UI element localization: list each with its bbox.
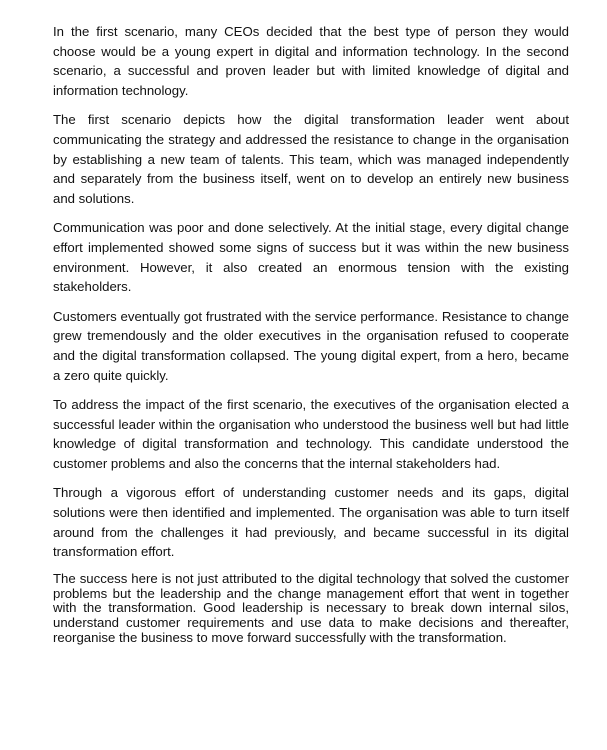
document-body: [53, 22, 569, 656]
paragraph-2: The first scenario depicts how the digital transformation leader went about communicating the strategy and addressed the resistance to change in the organisation by establishing a new team of talents. This team, which was managed independently and separately from the business itself, went on to develop an entirely new business and solutions.: [53, 112, 569, 206]
paragraph-4: Customers eventually got frustrated with the service performance. Resistance to change grew tremendously and the older executives in the organisation refused to cooperate and the digital transformation collapsed. The young digital expert, from a hero, became a zero quite quickly.: [53, 308, 569, 383]
paragraph-7: The success here is not just attributed to the digital technology that solved the customer problems but the leadership and the change management effort that went in together with the transformation. Good leadership is necessary to break down internal silos, understand customer requirements and use data to make decisions and thereafter, reorganise the business to move forward successfully with the transformation.: [53, 570, 569, 646]
paragraph-5: To address the impact of the first scenario, the executives of the organisation elected a successful leader within the organisation who understood the business well but had little knowledge of digital transformation and technology. This candidate understood the customer problems and also the concerns that the internal stakeholders had.: [53, 397, 569, 471]
paragraph-6: Through a vigorous effort of understanding customer needs and its gaps, digital solutions were then identified and implemented. The organisation was able to turn itself around from the challenges it had previously, and became successful in its digital transformation effort.: [53, 485, 569, 560]
paragraph-1: In the first scenario, many CEOs decided that the best type of person they would choose would be a young expert in digital and information technology. In the second scenario, a successful and proven leader but with limited knowledge of digital and information technology.: [53, 24, 569, 98]
paragraph-3: Communication was poor and done selectively. At the initial stage, every digital change effort implemented showed some signs of success but it was within the new business environment. However, it also created an enormous tension with the existing stakeholders.: [53, 220, 569, 295]
